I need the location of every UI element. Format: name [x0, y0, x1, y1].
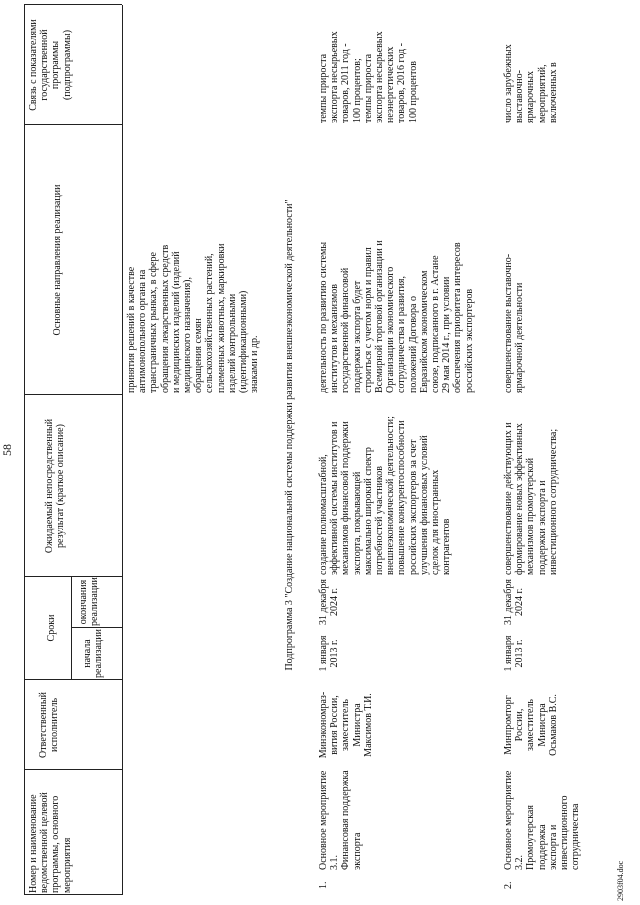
header-end: окончания реализации [78, 577, 101, 626]
col-border-2 [24, 679, 122, 680]
header-executor: Ответственный исполнитель [38, 692, 61, 758]
col-border-6 [24, 124, 122, 125]
table-top-border [24, 5, 25, 895]
row-1-indicators: темпы прироста экспорта несырьевых товаров, 2011 год - 100 процентов; темпы прироста экспорта несырьевых неэнергетических товаров, 2016 год - 100 процентов [318, 31, 419, 123]
row-1-end: 31 декабря 2024 г. [318, 579, 341, 625]
row-2-result: совершенствование действующих и формирование новых эффективных механизмов промоутерской поддержки экспорта и инвестиционного сотрудничества; [503, 422, 559, 575]
row-2-directions: совершенствование выставочно- ярмарочной деятельности [503, 253, 526, 393]
continuation-text: принятия решений в качестве антимонопольного органа на трансграничных рынках, в сфере обращения лекарственных средств и медицинских изделий (изделий медицинского назначения), обращения семян сельскохозяйственных растений, племенных животных, маркировки изделий контрольными (идентификационными) знаками и др. [126, 243, 261, 393]
row-2-start: 1 января 2013 г. [503, 635, 526, 672]
page-number: 58 [0, 444, 14, 456]
terms-split-line [71, 577, 72, 680]
col-border-3 [71, 627, 122, 628]
row-1-result: создание полномасштабной, эффективной системы институтов и механизмов финансовой поддержки экспорта, покрывающей максимально широкий спектр потребностей участников внешнеэкономической деятельности; повышение конкурентоспособности российских экспортеров за счет улучшения финансовых условий сделок для иностранных контрагентов [318, 416, 453, 575]
row-1-executor: Минэкономраз- вития России, заместитель Министра Максимов Т.И. [318, 691, 374, 759]
header-start: начала реализации [82, 629, 105, 678]
row-1-number: 1. [318, 881, 329, 889]
row-2-name: Основное мероприятие 3.2. Промоутерская поддержка экспорта и инвестиционного сотрудничества [503, 770, 582, 870]
header-directions: Основные направления реализации [52, 184, 63, 336]
col-border-7 [24, 4, 122, 5]
header-terms: Сроки [46, 614, 57, 642]
header-indicators: Связь с показателями государственной программы (подпрограммы) [28, 19, 73, 111]
row-2-end: 31 декабря 2024 г. [503, 579, 526, 625]
subprogram-title: Подпрограмма 3 "Создание национальной системы поддержки развития внешнеэкономической деятельности" [284, 199, 295, 671]
col-border-4 [24, 576, 122, 577]
row-1-name: Основное мероприятие 3.1. Финансовая поддержка экспорта [318, 770, 363, 870]
col-border-5 [24, 394, 122, 395]
col-border-1 [24, 769, 122, 770]
col-border-0 [24, 894, 122, 895]
row-1-start: 1 января 2013 г. [318, 635, 341, 672]
header-expected-result: Ожидаемый непосредственный результат (краткое описание) [44, 418, 67, 554]
row-2-indicators: число зарубежных выставочно- ярмарочных мероприятий, включенных в [503, 44, 559, 123]
row-1-directions: деятельность по развитию системы институтов и механизмов государственной финансовой поддержки экспорта будет строиться с учетом норм и правил Всемирной торговой организации и Организации экономического сотрудничества и развития, положений Договора о Евразийском экономическом союзе, подписанного в г. Астане 29 мая 2014 г., при условии обеспечения приоритета интересов российских экспортеров [318, 240, 475, 393]
row-2-executor: Минпромторг России, заместитель Министра Осьмаков В.С. [503, 694, 559, 756]
header-number-and-name: Номер и наименование ведомственной целевой программы, основного мероприятия [28, 792, 73, 893]
table-header-bottom-border [122, 5, 123, 895]
row-2-number: 2. [503, 881, 514, 889]
footer-document-code: 2903f04.doc [616, 860, 625, 901]
